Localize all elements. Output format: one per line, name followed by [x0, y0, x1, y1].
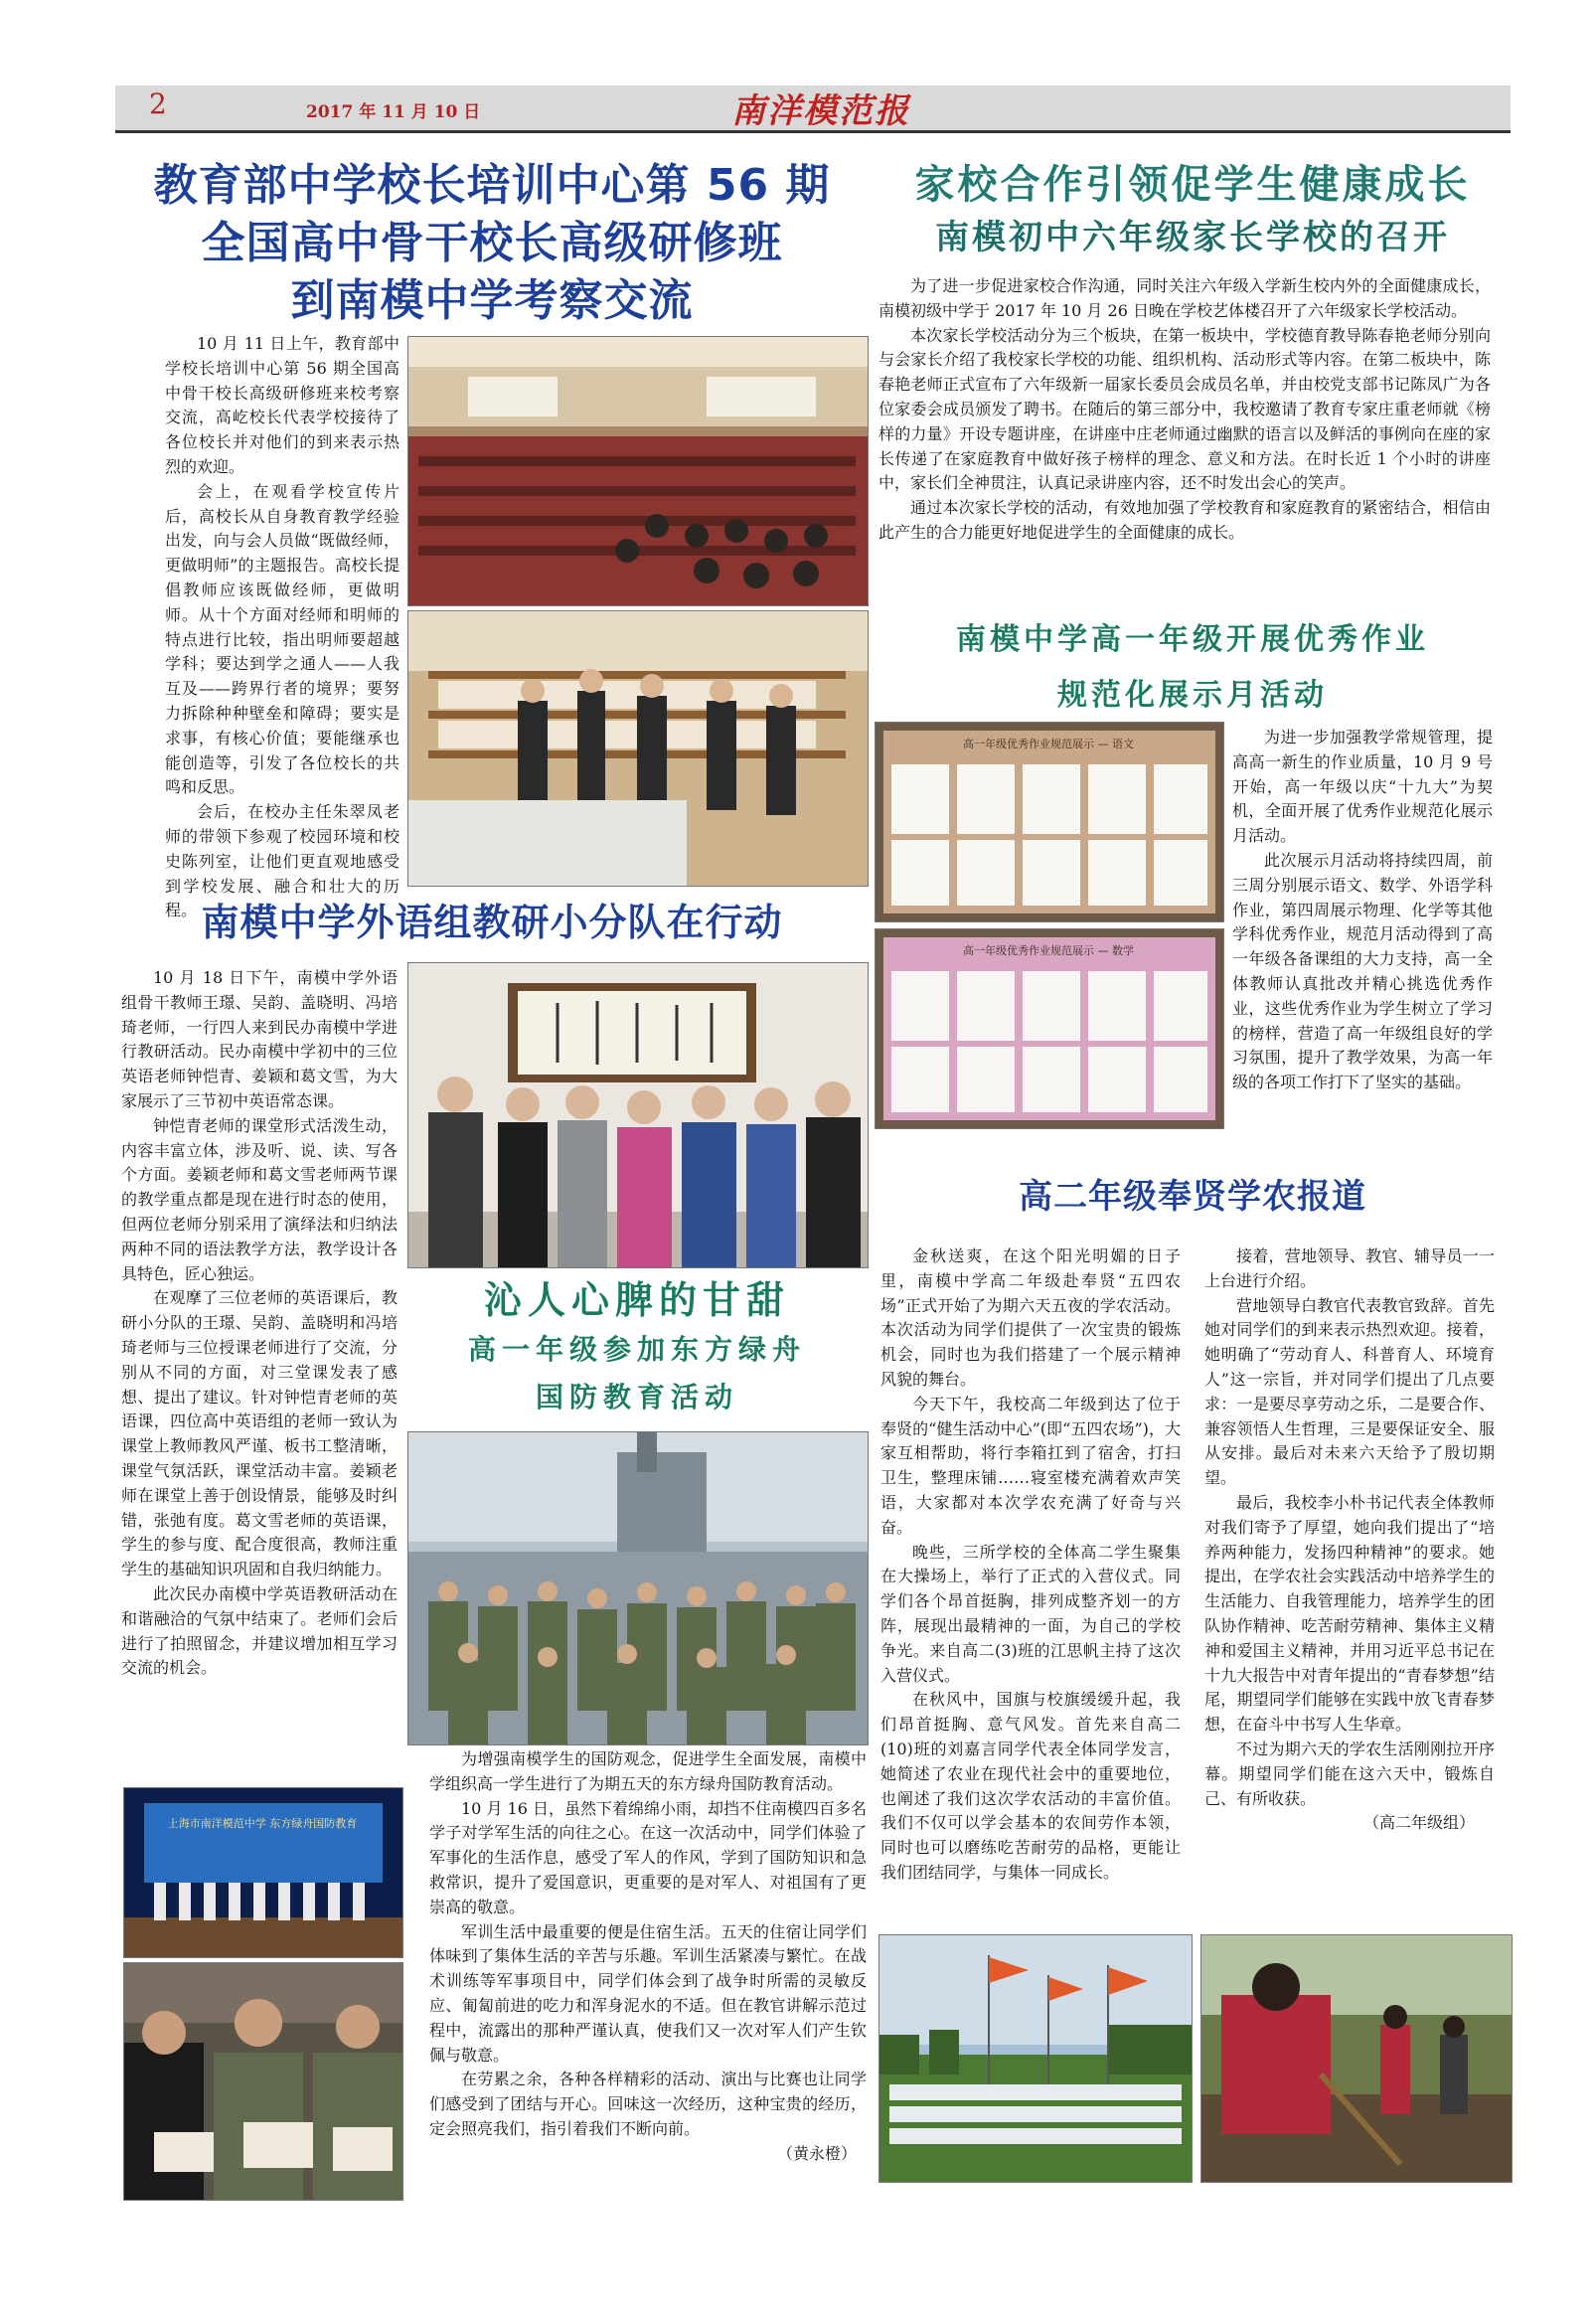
board-label-chinese: 高一年级优秀作业规范展示 — 语文 [963, 738, 1134, 750]
article5-title-line2: 规范化展示月活动 [1057, 678, 1328, 713]
photo-homework-board-math [875, 928, 1224, 1129]
board-label-math: 高一年级优秀作业规范展示 — 数学 [963, 944, 1134, 957]
article4-paragraph: 为了进一步促进家校合作沟通，同时关注六年级入学新生校内外的全面健康成长，南模初级中学于 2017 年 10 月 26 日晚在学校艺体楼召开了六年级家长学校活动。 [878, 276, 1491, 320]
article6-column1 [880, 1244, 1181, 1886]
article1-paragraph: 10 月 11 日上午，教育部中学校长培训中心第 56 期全国高中骨干校长高级研修班来校考察交流，高屹校长代表学校接待了各位校长并对他们的到来表示热烈的欢迎。 [165, 334, 399, 476]
photo-teachers-group [407, 962, 869, 1268]
article6-byline: （高二年级组） [1362, 1813, 1475, 1833]
page-number: 2 [149, 87, 167, 120]
article6-paragraph: 接着，营地领导、教官、辅导员一一上台进行介绍。 [1204, 1246, 1495, 1290]
stage-banner-text: 上海市南洋模范中学 东方绿舟国防教育 [167, 1817, 358, 1830]
masthead: 南洋模范报 [731, 91, 910, 131]
article2-paragraph: 此次民办南模中学英语教研活动在和谐融洽的气氛中结束了。老师们会后进行了拍照留念，并建议增加相互学习交流的机会。 [121, 1583, 398, 1678]
article3-title [407, 1274, 867, 1421]
article4-title-line2: 南模初中六年级家长学校的召开 [935, 218, 1450, 257]
article1-title-line1: 教育部中学校长培训中心第 56 期 [153, 160, 831, 211]
article3-paragraph: 军训生活中最重要的便是住宿生活。五天的住宿让同学们体味到了集体生活的辛苦与乐趣。军训生活紧凑与繁忙。在战术训练等军事项目中，同学们体会到了战争时所需的灵敏反应、匍匐前进的吃力和浑身泥水的不适。但在教官讲解示范过程中，流露出的那种严谨认真，使我们又一次对军人们产生钦佩与敬意。 [429, 1921, 867, 2065]
article3-paragraph: 10 月 16 日，虽然下着绵绵小雨，却挡不住南模四百多名学子对学军生活的向往之心。在这一次活动中，同学们体验了军事化的生活作息，感受了军人的作风，学到了国防知识和急救常识，提升了爱国意识，更重要的是对军人、对祖国有了更崇高的敬意。 [429, 1798, 867, 1916]
article3-paragraph: 在劳累之余，各种各样精彩的活动、演出与比赛也让同学们感受到了团结与开心。回味这一次经历，这种宝贵的经历，定会照亮我们，指引着我们不断向前。 [429, 2070, 867, 2138]
article4-body [878, 274, 1491, 546]
article5-body [1232, 726, 1493, 1095]
article6-paragraph: 晚些，三所学校的全体高二学生聚集在大操场上，举行了正式的入营仪式。同学们各个昂首挺胸，排列成整齐划一的方阵，展现出最精神的一面，为自己的学校争光。来自高二(3)班的江思帆主持了这次入营仪式。 [880, 1542, 1181, 1685]
photo-lecture-hall [407, 336, 869, 606]
article6-title: 高二年级奉贤学农报道 [1019, 1177, 1366, 1217]
article6-paragraph: 金秋送爽，在这个阳光明媚的日子里，南模中学高二年级赴奉贤“五四农场”正式开始了为期六天五夜的学农活动。本次活动为同学们提供了一次宝贵的锻炼机会，同时也为我们搭建了一个展示精神风貌的舞台。 [880, 1246, 1181, 1389]
article2-paragraph: 在观摩了三位老师的英语课后，教研小分队的王璟、吴韵、盖晓明和冯培琦老师与三位授课老师进行了交流，分别从不同的方面，对三堂课发表了感想、提出了建议。针对钟恺青老师的英语课，四位高中英语组的老师一致认为课堂上教师教风严谨、板书工整清晰，课堂气氛活跃，课堂活动丰富。姜颖老师在课堂上善于创设情景，能够及时纠错，张弛有度。葛文雪老师的英语课，学生的参与度、配合度很高，教师注重学生的基础知识巩固和自我归纳能力。 [121, 1288, 398, 1579]
article1-title [117, 157, 867, 330]
article1-title-line2: 全国高中骨干校长高级研修班 [201, 218, 783, 268]
photo-history-room [407, 610, 869, 887]
article6-paragraph: 营地领导白教官代表教官致辞。首先她对同学们的到来表示热烈欢迎。接着，她明确了“劳动育人、科普育人、环境育人”这一宗旨，并对同学们提出了几点要求：一是要尽享劳动之乐，二是要合作、兼容领悟人生哲理，三是要保证安全、服从安排。最后对未来六天给予了殷切期望。 [1204, 1295, 1495, 1488]
photo-flag-ceremony [878, 1934, 1193, 2183]
photo-students-certificates [123, 1962, 403, 2201]
photo-homework-board-chinese [875, 722, 1224, 922]
article3-byline: （黄永橙） [776, 2143, 857, 2163]
article4-paragraph: 通过本次家长学校的活动，有效地加强了学校教育和家庭教育的紧密结合，相信由此产生的合力能更好地促进学生的全面健康的成长。 [878, 498, 1491, 542]
article2-paragraph: 钟恺青老师的课堂形式活泼生动，内容丰富立体，涉及听、说、读、写各个方面。姜颖老师和葛文雪老师两节课的教学重点都是现在进行时态的使用，但两位老师分别采用了演绎法和归纳法两种不同的语法教学方法，教学设计各具特色，匠心独运。 [121, 1115, 398, 1283]
article3-title-line1: 沁人心脾的甘甜 [483, 1277, 790, 1322]
article4-paragraph: 本次家长学校活动分为三个板块，在第一板块中，学校德育教导陈春艳老师分别向与会家长介绍了我校家长学校的功能、组织机构、活动形式等内容。在第二板块中，陈春艳老师正式宣布了六年级新一届家长委员会成员名单，并由校党支部书记陈凤广为各位家委会成员颁发了聘书。在随后的第三部分中，我校邀请了教育专家庄重老师就《榜样的力量》开设专题讲座，在讲座中庄老师通过幽默的语言以及鲜活的事例向在座的家长传递了在家庭教育中做好孩子榜样的理念、意义和方法。在时长近 1 个小时的讲座中，家长们全神贯注，认真记录讲座内容，还不时发出会心的笑声。 [878, 325, 1491, 493]
article6-paragraph: 在秋风中，国旗与校旗缓缓升起，我们昂首挺胸、意气风发。首先来自高二(10)班的刘嘉言同学代表全体同学发言，她简述了农业在现代社会中的重要地位，也阐述了我们这次学农活动的丰富价值。我们不仅可以学会基本的农间劳作本领，同时也可以磨练吃苦耐劳的品格，更能让我们团结同学，与集体一同成长。 [880, 1690, 1181, 1882]
issue-date: 2017 年 11 月 10 日 [306, 102, 481, 122]
article5-paragraph: 此次展示月活动将持续四周，前三周分别展示语文、数学、外语学科作业，第四周展示物理、化学等其他学科优秀作业，规范月活动得到了高一年级各备课组的大力支持，高一全体教师认真批改并精心挑选优秀作业，这些优秀作业为学生树立了学习的榜样，营造了高一年级组良好的学习氛围，提升了教学效果，为高一年级的各项工作打下了坚实的基础。 [1232, 850, 1493, 1092]
article1-paragraph: 会上，在观看学校宣传片后，高校长从自身教育教学经验出发，向与会人员做“既做经师，更做明师”的主题报告。高校长提倡教师应该既做经师，更做明师。从十个方面对经师和明师的特点进行比较，指出明师要超越学科；要达到学之通人——人我互及——跨界行者的境界；要努力拆除种种壁垒和障碍；要实是求事，有核心价值；要能继承也能创造等，引发了各位校长的共鸣和反思。 [165, 481, 399, 797]
article3-body [429, 1747, 867, 2167]
article6-paragraph: 最后，我校李小朴书记代表全体教师对我们寄予了厚望，她向我们提出了“培养两种能力，发扬四种精神”的要求。她提出，在学农社会实践活动中培养学生的生活能力、自我管理能力，培养学生的团队协作精神、吃苦耐劳精神、集体主义精神和爱国主义精神，并用习近平总书记在十九大报告中对青年提出的“青春梦想”结尾，期望同学们能够在实践中放飞青春梦想，在奋斗中书写人生华章。 [1204, 1492, 1495, 1735]
article3-title-line2: 高一年级参加东方绿舟 [467, 1333, 806, 1366]
article5-paragraph: 为进一步加强教学常规管理，提高高一新生的作业质量，10 月 9 号开始，高一年级以庆“十九大”为契机，全面开展了优秀作业规范化展示月活动。 [1232, 728, 1493, 846]
article2-body [121, 966, 398, 1681]
article1-body [165, 332, 399, 923]
article5-title-line1: 南模中学高一年级开展优秀作业 [956, 622, 1429, 657]
article2-title: 南模中学外语组教研小分队在行动 [201, 901, 783, 944]
article3-paragraph: 为增强南模学生的国防观念，促进学生全面发展，南模中学组织高一学生进行了为期五天的东方绿舟国防教育活动。 [429, 1749, 867, 1793]
photo-farm-work [1200, 1934, 1513, 2183]
article1-paragraph: 会后，在校办主任朱翠凤老师的带领下参观了校园环境和校史陈列室，让他们更直观地感受到学校发展、融合和壮大的历程。 [165, 802, 399, 920]
article6-paragraph: 不过为期六天的学农生活刚刚拉开序幕。期望同学们能在这六天中，锻炼自己、有所收获。 [1204, 1739, 1495, 1808]
article5-title [875, 612, 1511, 724]
article6-paragraph: 今天下午，我校高二年级到达了位于奉贤的“健生活动中心”(即“五四农场”)，大家互相帮助，将行李箱扛到了宿舍，打扫卫生，整理床铺……寝室楼充满着欢声笑语，大家都对本次学农充满了好奇与兴奋。 [880, 1394, 1181, 1537]
photo-aircraft-carrier-group [407, 1431, 869, 1745]
article6-column2 [1204, 1244, 1495, 1836]
article4-title [875, 157, 1511, 262]
article2-paragraph: 10 月 18 日下午，南模中学外语组骨干教师王璟、吴韵、盖晓明、冯培琦老师，一行四人来到民办南模中学进行教研活动。民办南模中学初中的三位英语老师钟恺青、姜颖和葛文雪，为大家展示了三节初中英语常态课。 [121, 968, 398, 1110]
article3-title-line3: 国防教育活动 [535, 1381, 738, 1413]
article4-title-line1: 家校合作引领促学生健康成长 [914, 161, 1471, 208]
photo-stage-performance [123, 1787, 403, 1958]
article1-title-line3: 到南模中学考察交流 [290, 275, 694, 326]
